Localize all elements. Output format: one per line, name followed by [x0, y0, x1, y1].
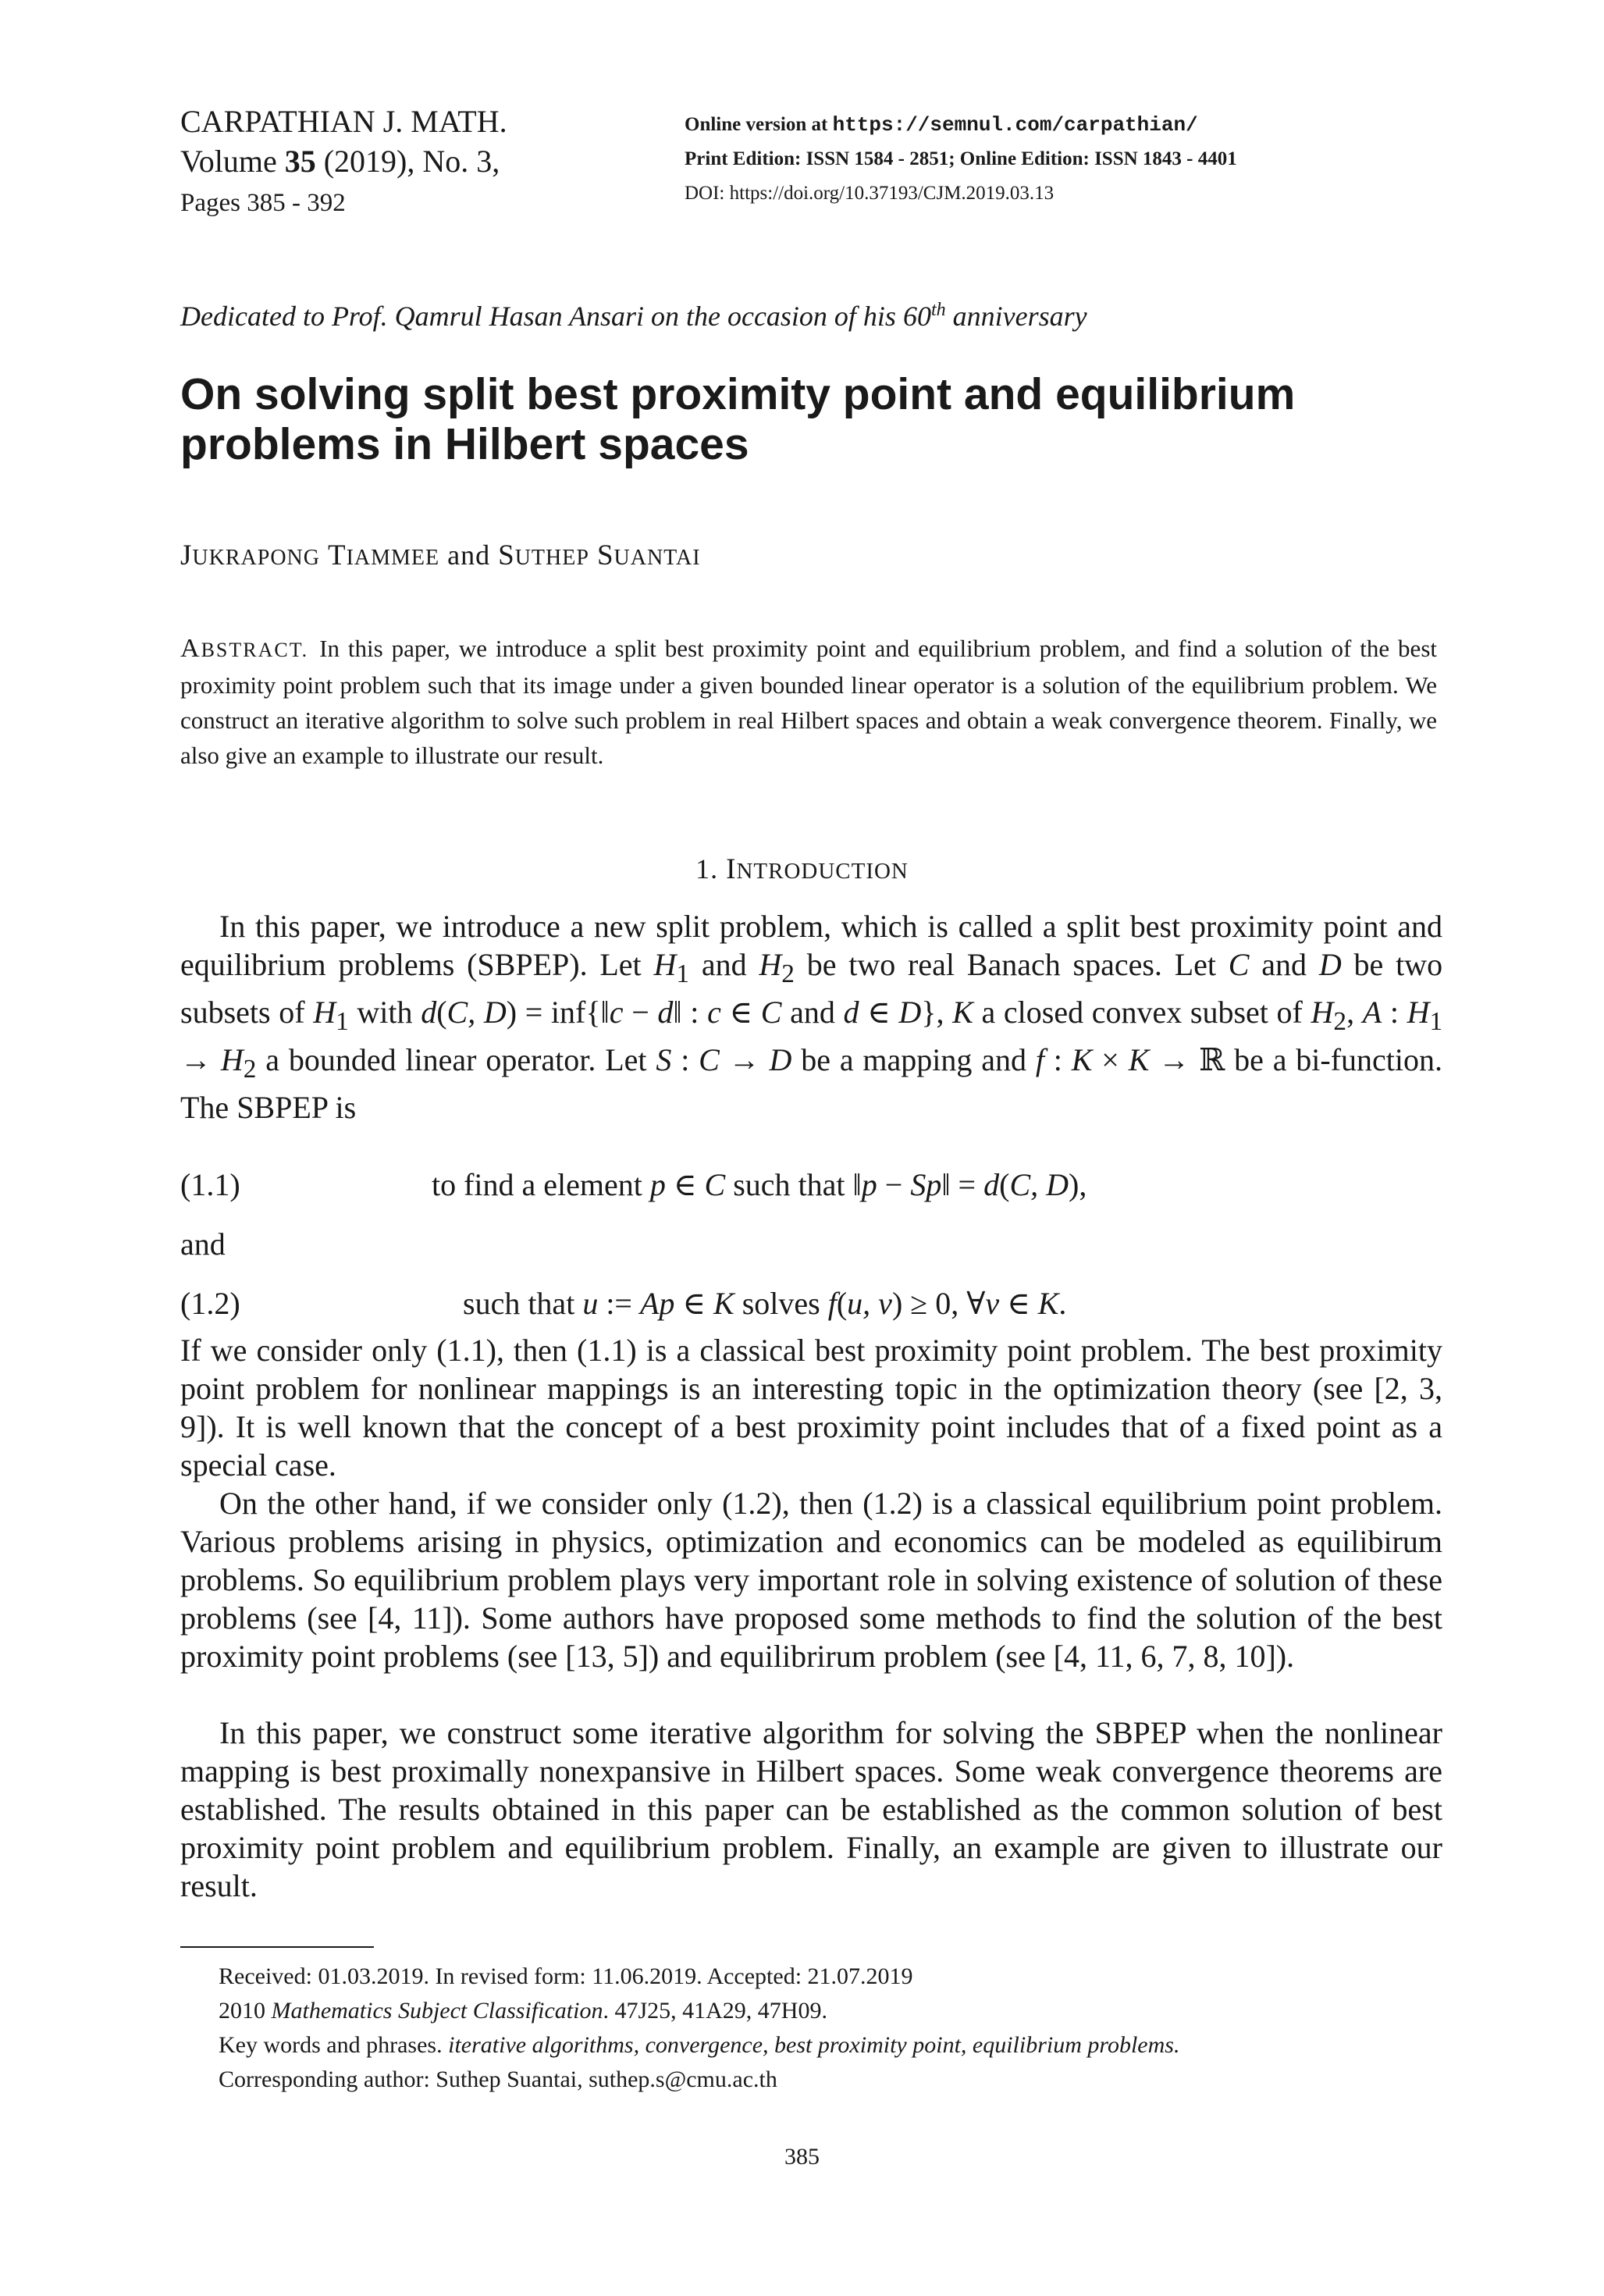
corresponding-author: Corresponding author: Suthep Suantai, suthep.s@cmu.ac.th [219, 2066, 777, 2092]
page-range: Pages 385 - 392 [180, 189, 346, 217]
doi-link[interactable]: DOI: https://doi.org/10.37193/CJM.2019.03.13 [685, 183, 1055, 204]
intro-paragraph-1: In this paper, we introduce a new split problem, which is called a split best proximity point and equilibrium problems (SBPEP). Let $H_1$ and $H_2$ be two real Banach spaces. Let C and D be two subsets of $H_1$ with d(C, D) = inf{‖c − d‖ : c ∈ C and d ∈ D}, K a closed convex subset of $H_2$, A : $H_1 \to H_2$ a bounded linear operator. Let S : C → D be a mapping and f : K × K → ℝ be a bi-function. The SBPEP is [180, 909, 1443, 1125]
equation-1-1: (1.1) to find a element p ∈ C such that ‖p − Sp‖ = d(C, D), [180, 1167, 1087, 1202]
dates-line: Received: 01.03.2019. In revised form: 11.06.2019. Accepted: 21.07.2019 [219, 1963, 913, 1989]
issn-line: Print Edition: ISSN 1584 - 2851; Online Edition: ISSN 1843 - 4401 [685, 148, 1237, 169]
equation-1-2: (1.2) such that u := Ap ∈ K solves f(u, v) ≥ 0, ∀v ∈ K. [180, 1286, 1067, 1321]
dedication: Dedicated to Prof. Qamrul Hasan Ansari on the occasion of his 60th anniversary [180, 300, 1087, 332]
keywords-line: Key words and phrases. iterative algorithms, convergence, best proximity point, equilibrium problems. [219, 2032, 1180, 2058]
page-number: 385 [784, 2144, 820, 2170]
section-heading: 1. INTRODUCTION [695, 853, 909, 885]
intro-paragraph-3: On the other hand, if we consider only (1.2), then (1.2) is a classical equilibrium point problem. Various problems arising in physics, optimization and economics can be modeled as equilibirum problems. So equilibrium problem plays very important role in solving existence of solution of these problems (see [4, 11]). Some authors have proposed some methods to find the solution of the best proximity point problems (see [13, 5]) and equilibrirum problem (see [4, 11, 6, 7, 8, 10]). [180, 1486, 1442, 1674]
and-connector: and [180, 1226, 226, 1262]
msc-line: 2010 Mathematics Subject Classification. 47J25, 41A29, 47H09. [219, 1998, 827, 2024]
online-url-link[interactable]: https://semnul.com/carpathian/ [832, 113, 1198, 137]
publication-info [685, 108, 1465, 211]
paper-title: On solving split best proximity point and equilibrium problems in Hilbert spaces [180, 369, 1296, 469]
author-list: JUKRAPONG TIAMMEE and SUTHEP SUANTAI [180, 539, 701, 571]
online-version: Online version at https://semnul.com/carpathian/ [685, 113, 1198, 137]
volume-line: Volume 35 (2019), No. 3, [180, 144, 500, 179]
footnotes [219, 1960, 1452, 2097]
journal-name: CARPATHIAN J. MATH. [180, 104, 507, 139]
equation-number: (1.1) [180, 1167, 240, 1202]
volume-number: 35 [284, 144, 316, 179]
intro-paragraph-2: If we consider only (1.1), then (1.1) is a classical best proximity point problem. The best proximity point problem for nonlinear mappings is an interesting topic in the optimization theory (see [2, 3, 9]). It is well known that the concept of a best proximity point includes that of a fixed point as a special case. [180, 1333, 1442, 1483]
abstract-text: In this paper, we introduce a split best proximity point and equilibrium problem, and find a solution of the best proximity point problem such that its image under a given bounded linear operator is a solution of the equilibrium problem. We construct an iterative algorithm to solve such problem in real Hilbert spaces and obtain a weak convergence theorem. Finally, we also give an example to illustrate our result. [180, 635, 1437, 769]
equation-number: (1.2) [180, 1286, 240, 1321]
footnote-divider [180, 1946, 374, 1948]
abstract-label: ABSTRACT. [180, 634, 309, 663]
intro-paragraph-4: In this paper, we construct some iterative algorithm for solving the SBPEP when the nonlinear mapping is best proximally nonexpansive in Hilbert spaces. Some weak convergence theorems are established. The results obtained in this paper can be established as the common solution of best proximity point problem and equilibrium problem. Finally, an example are given to illustrate our result. [180, 1715, 1442, 1903]
abstract [180, 631, 1437, 773]
journal-header [180, 101, 680, 225]
